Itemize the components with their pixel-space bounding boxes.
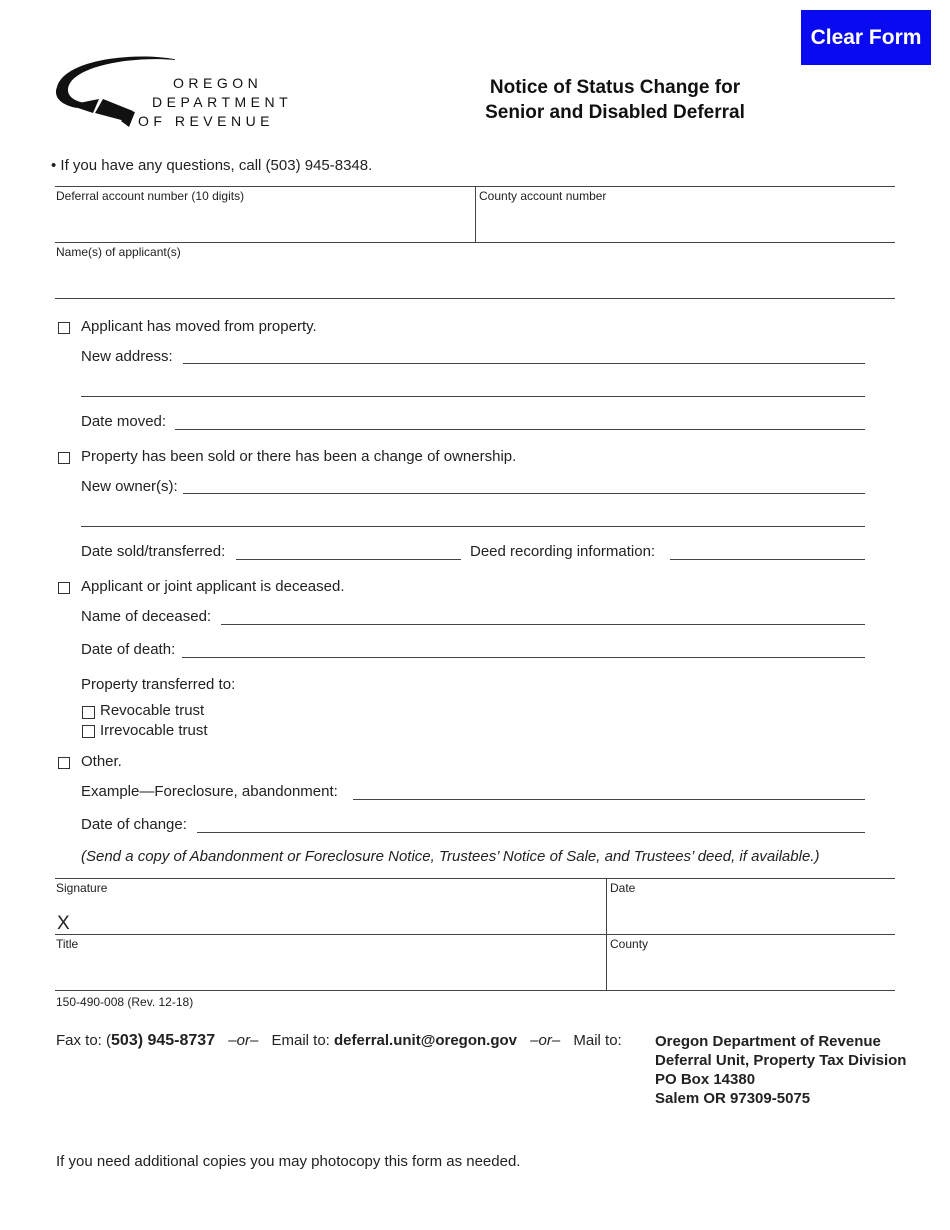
deceased-checkbox[interactable] (58, 582, 70, 594)
title-input[interactable] (58, 960, 598, 984)
sold-label: Property has been sold or there has been a change of ownership. (81, 448, 517, 465)
signature-x-mark: X (57, 913, 70, 934)
form-title-line1: Notice of Status Change for (489, 77, 741, 98)
logo-line-revenue: OF REVENUE (138, 113, 275, 129)
deceased-label: Applicant or joint applicant is deceased. (81, 578, 345, 595)
oregon-dor-logo (55, 55, 293, 130)
or-separator-2: –or– (530, 1032, 561, 1049)
date-sold-label: Date sold/transferred: (81, 543, 226, 560)
date-sold-input[interactable] (236, 543, 461, 560)
email-address[interactable]: deferral.unit@oregon.gov (334, 1032, 517, 1049)
revocable-trust-label: Revocable trust (100, 702, 205, 719)
date-moved-input[interactable] (175, 413, 865, 430)
new-address-line2-input[interactable] (81, 380, 865, 397)
county-label: County (610, 937, 649, 951)
applicants-input[interactable] (58, 268, 888, 292)
form-title-line2: Senior and Disabled Deferral (485, 102, 745, 123)
deed-input[interactable] (670, 543, 865, 560)
revocable-trust-checkbox[interactable] (82, 706, 95, 719)
irrevocable-trust-label: Irrevocable trust (100, 722, 208, 739)
mail-prefix: Mail to: (573, 1032, 622, 1049)
fax-line (56, 1032, 622, 1050)
applicants-label: Name(s) of applicant(s) (56, 245, 181, 259)
signature-top-rule (55, 878, 895, 879)
title-label: Title (56, 937, 79, 951)
deferral-account-label: Deferral account number (10 digits) (56, 189, 245, 203)
signature-bottom-rule (55, 990, 895, 991)
date-change-input[interactable] (197, 816, 865, 833)
new-owners-input[interactable] (183, 477, 865, 494)
account-divider (475, 186, 476, 242)
other-label: Other. (81, 753, 122, 770)
example-input[interactable] (353, 783, 865, 800)
account-rule (55, 242, 895, 243)
new-address-input[interactable] (183, 347, 865, 364)
address-line-1: Oregon Department of Revenue (655, 1033, 881, 1050)
other-checkbox[interactable] (58, 757, 70, 769)
example-label: Example—Foreclosure, abandonment: (81, 783, 338, 800)
name-deceased-input[interactable] (221, 608, 865, 625)
fax-number: 503) 945-8737 (111, 1032, 216, 1049)
date-input[interactable] (612, 904, 888, 928)
address-line-2: Deferral Unit, Property Tax Division (655, 1052, 907, 1069)
email-prefix: Email to: (271, 1032, 330, 1049)
transferred-to-label: Property transferred to: (81, 676, 236, 693)
new-owners-label: New owner(s): (81, 478, 178, 495)
name-deceased-label: Name of deceased: (81, 608, 212, 625)
date-of-death-input[interactable] (182, 641, 865, 658)
signature-label: Signature (56, 881, 108, 895)
county-input[interactable] (612, 960, 888, 984)
address-line-3: PO Box 14380 (655, 1071, 756, 1088)
new-address-label: New address: (81, 348, 173, 365)
date-of-death-label: Date of death: (81, 641, 176, 658)
moved-label: Applicant has moved from property. (81, 318, 317, 335)
signature-mid-rule (55, 934, 895, 935)
clear-form-button[interactable]: Clear Form (801, 10, 931, 65)
copy-note: (Send a copy of Abandonment or Foreclosure Notice, Trustees’ Notice of Sale, and Trustees’ deed, if available.) (81, 848, 820, 865)
form-title (430, 77, 800, 124)
copies-note: If you need additional copies you may photocopy this form as needed. (56, 1153, 521, 1170)
applicants-rule (55, 298, 895, 299)
sold-checkbox[interactable] (58, 452, 70, 464)
irrevocable-trust-checkbox[interactable] (82, 725, 95, 738)
mailing-address (655, 1032, 906, 1108)
county-account-label: County account number (479, 189, 607, 203)
new-owners-line2-input[interactable] (81, 510, 865, 527)
moved-checkbox[interactable] (58, 322, 70, 334)
or-separator-1: –or– (228, 1032, 259, 1049)
logo-line-department: DEPARTMENT (152, 94, 293, 110)
fax-prefix: Fax to: ( (56, 1032, 112, 1049)
questions-note: • If you have any questions, call (503) 945-8348. (51, 157, 373, 174)
form-number: 150-490-008 (Rev. 12-18) (56, 995, 194, 1009)
date-moved-label: Date moved: (81, 413, 167, 430)
logo-line-oregon: OREGON (173, 75, 263, 91)
address-line-4: Salem OR 97309-5075 (655, 1090, 811, 1107)
signature-input[interactable] (78, 906, 598, 930)
deed-label: Deed recording information: (470, 543, 656, 560)
date-label: Date (610, 881, 636, 895)
date-change-label: Date of change: (81, 816, 187, 833)
county-account-input[interactable] (481, 212, 886, 236)
deferral-account-input[interactable] (58, 212, 468, 236)
